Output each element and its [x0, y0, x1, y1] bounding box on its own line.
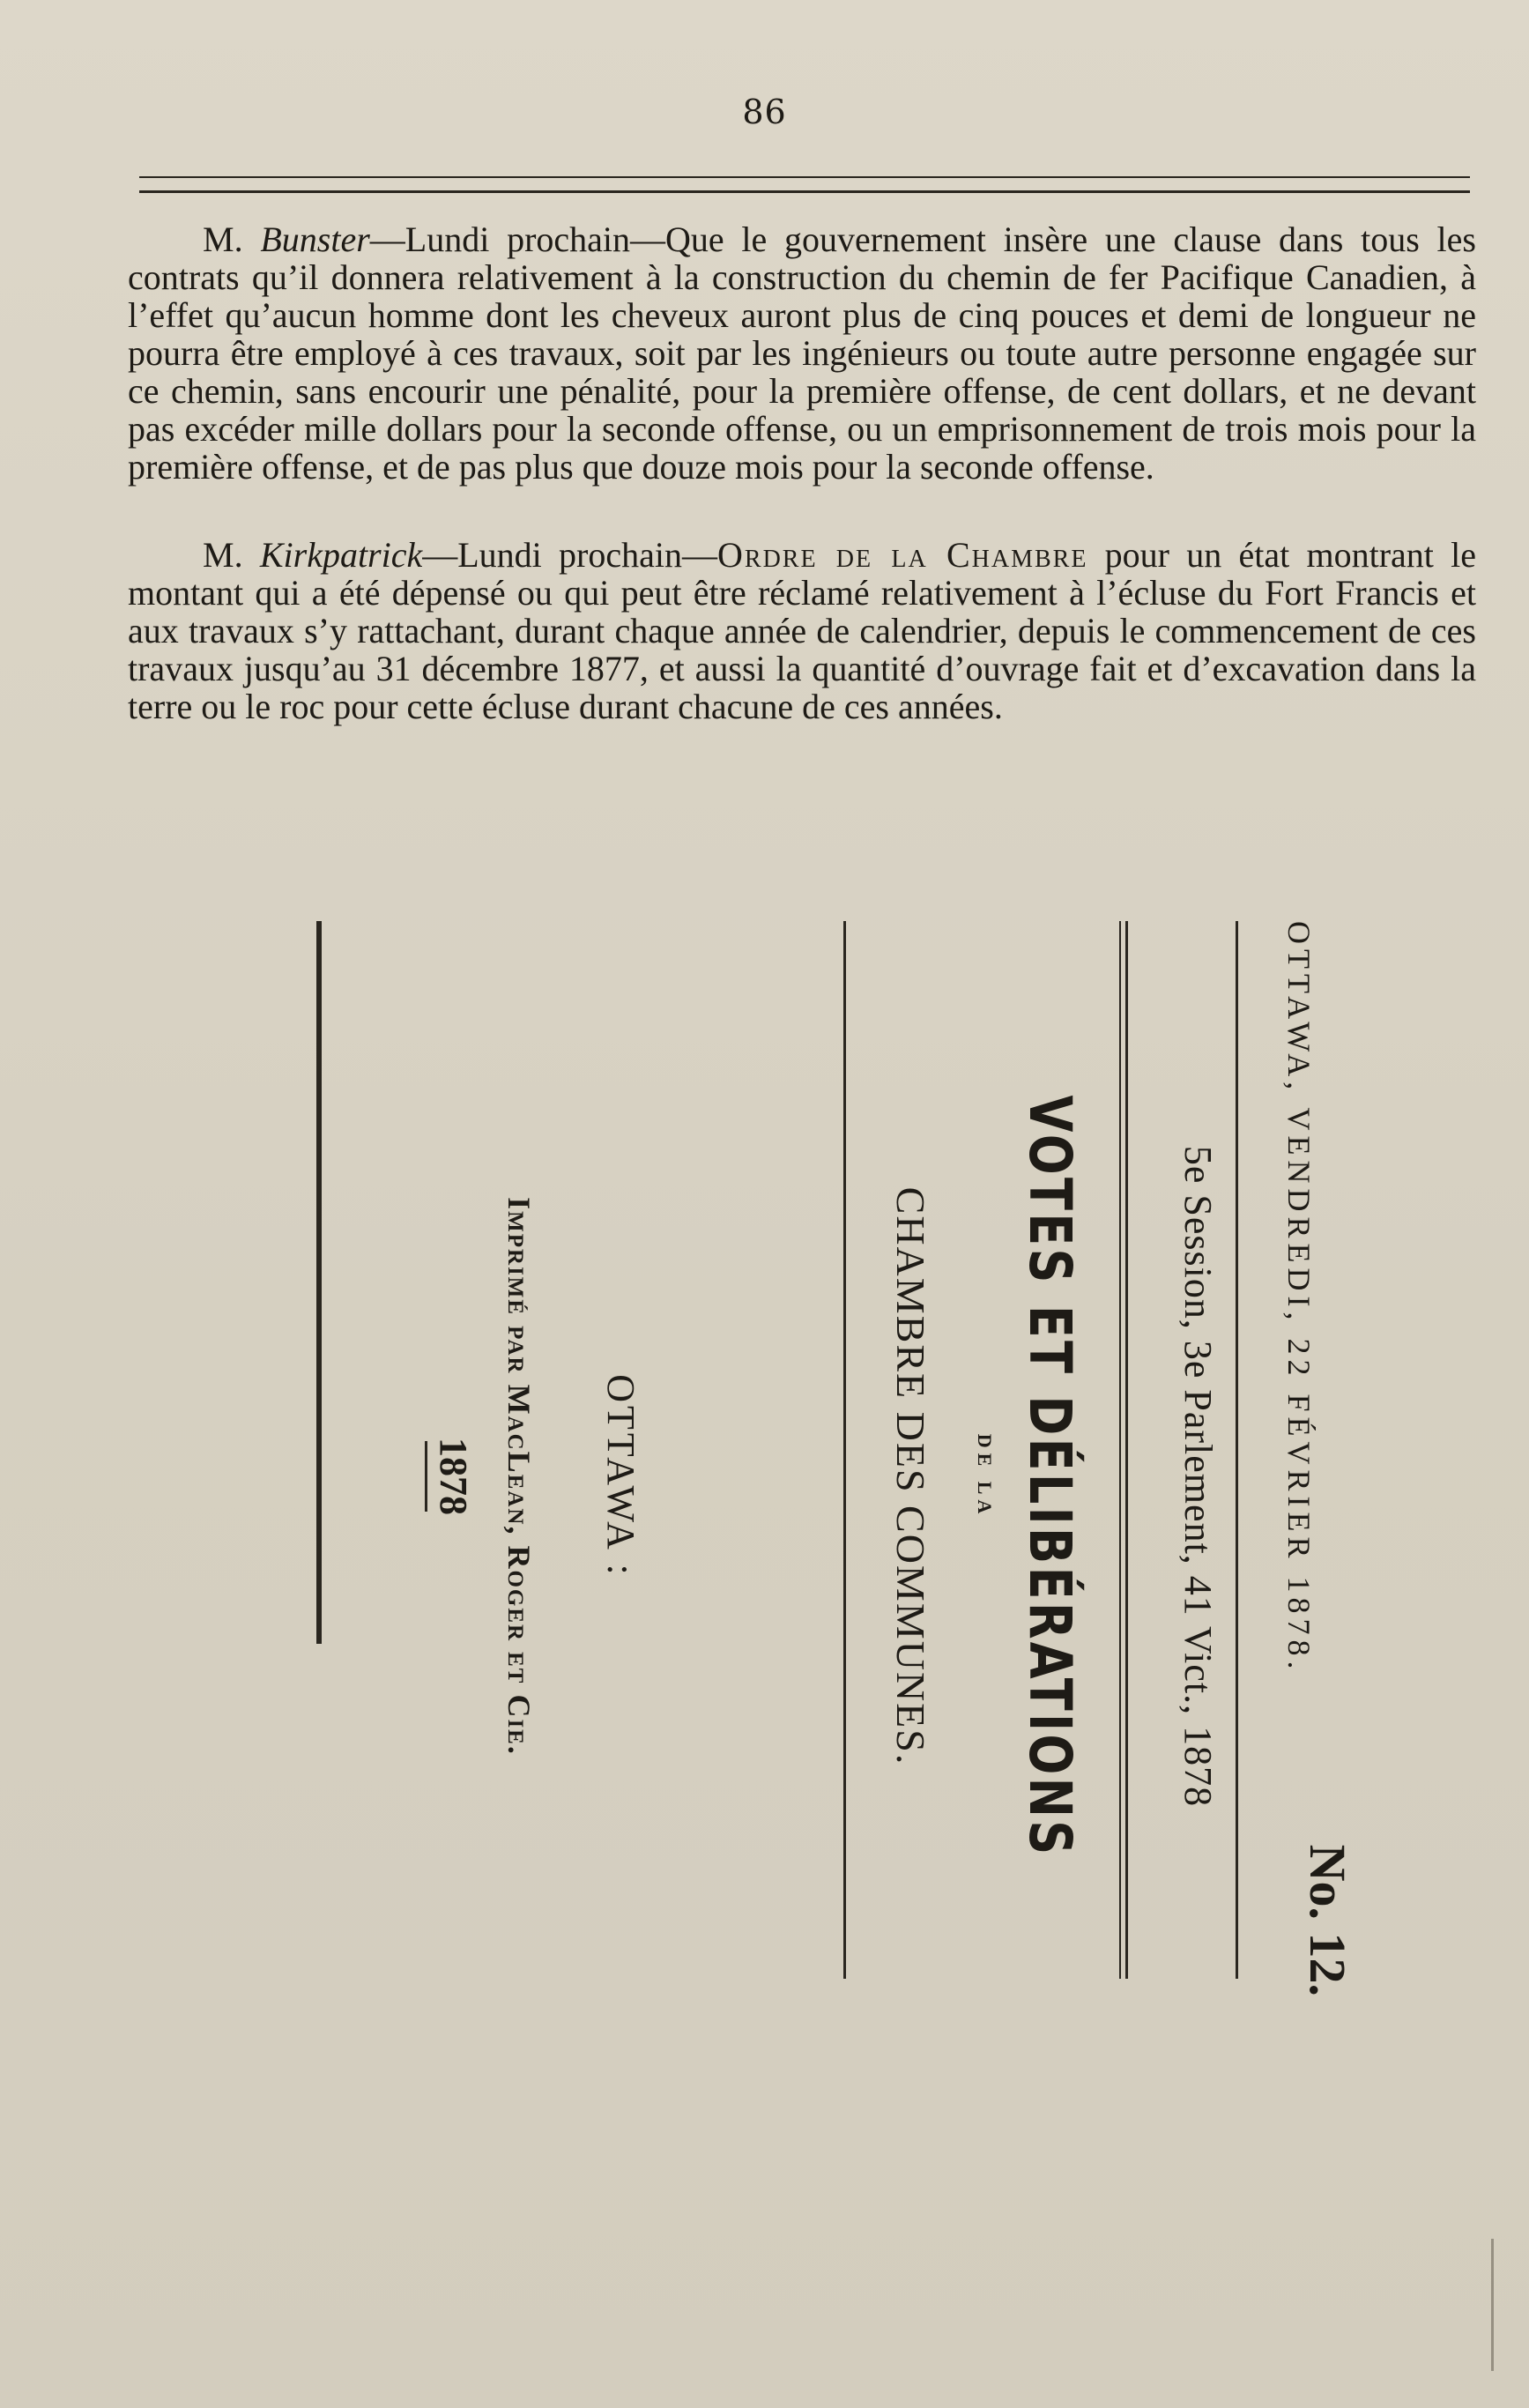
header-rule [139, 176, 1470, 193]
motion-paragraph [128, 220, 1476, 486]
motion-lead: —Lundi prochain— [369, 219, 666, 259]
cover-year: 1878 [432, 1438, 475, 1515]
session-line: 5e Session, 3e Parlement, 41 Vict., 1878 [1176, 1145, 1220, 1808]
cover-rule [1236, 921, 1238, 1979]
cover-rule [316, 921, 322, 1644]
issue-number: No. 12. [1299, 1844, 1356, 1996]
page-number: 86 [742, 93, 787, 131]
rotated-cover [141, 886, 1463, 2067]
mover-title: M. [203, 535, 260, 575]
dateline: OTTAWA, VENDREDI, 22 FÉVRIER 1878. [1281, 921, 1317, 1675]
cover-printer: Imprimé par MacLean, Roger et Cie. [501, 1197, 537, 1756]
motion-bunster [128, 220, 1476, 486]
mover-title: M. [203, 219, 261, 259]
motion-text: Que le gouvernement insère une clause dans tous les contrats qu’il donnera relativement à la construction du chemin de fer Pacifique Canadien, à l’effet qu’aucun homme dont les cheveux auront plus de cinq pouces et demi de longueur ne pourra être employé à ces travaux, soit par les ingénieurs ou toute autre personne engagée sur ce chemin, sans encourir une pénalité, pour la première offense, de cent dollars, et ne devant pas excéder mille dollars pour la seconde offense, ou un emprisonnement de trois mois pour la première offense, et de pas plus que douze mois pour la seconde offense. [128, 219, 1476, 487]
motion-paragraph [128, 536, 1476, 725]
page-edge-mark [1491, 2239, 1494, 2371]
cover-content [141, 886, 1463, 2067]
cover-title: VOTES ET DÉLIBÉRATIONS [1016, 1095, 1084, 1858]
motion-kirkpatrick [128, 536, 1476, 725]
year-rule [425, 1441, 427, 1512]
cover-rule [843, 921, 846, 1979]
cover-place: OTTAWA : [599, 1374, 642, 1579]
mover-name: Bunster [260, 219, 370, 259]
cover-rule [1119, 921, 1128, 1979]
order-of-house: Ordre de la Chambre [717, 535, 1088, 575]
cover-de-la: DE LA [974, 1433, 996, 1520]
motion-lead: —Lundi prochain— [422, 535, 717, 575]
motion-text: pour un état montrant le montant qui a été dépensé ou qui peut être réclamé relativement à l’écluse du Fort Francis et aux travaux s’y rattachant, durant chaque année de calendrier, depuis le commencement de ces travaux jusqu’au 31 décembre 1877, et aussi la quantité d’ouvrage fait et d’excavation dans la terre ou le roc pour cette écluse durant chacune de ces années. [128, 535, 1477, 726]
cover-chambre: CHAMBRE DES COMMUNES. [888, 1186, 933, 1766]
mover-name: Kirkpatrick [259, 535, 423, 575]
